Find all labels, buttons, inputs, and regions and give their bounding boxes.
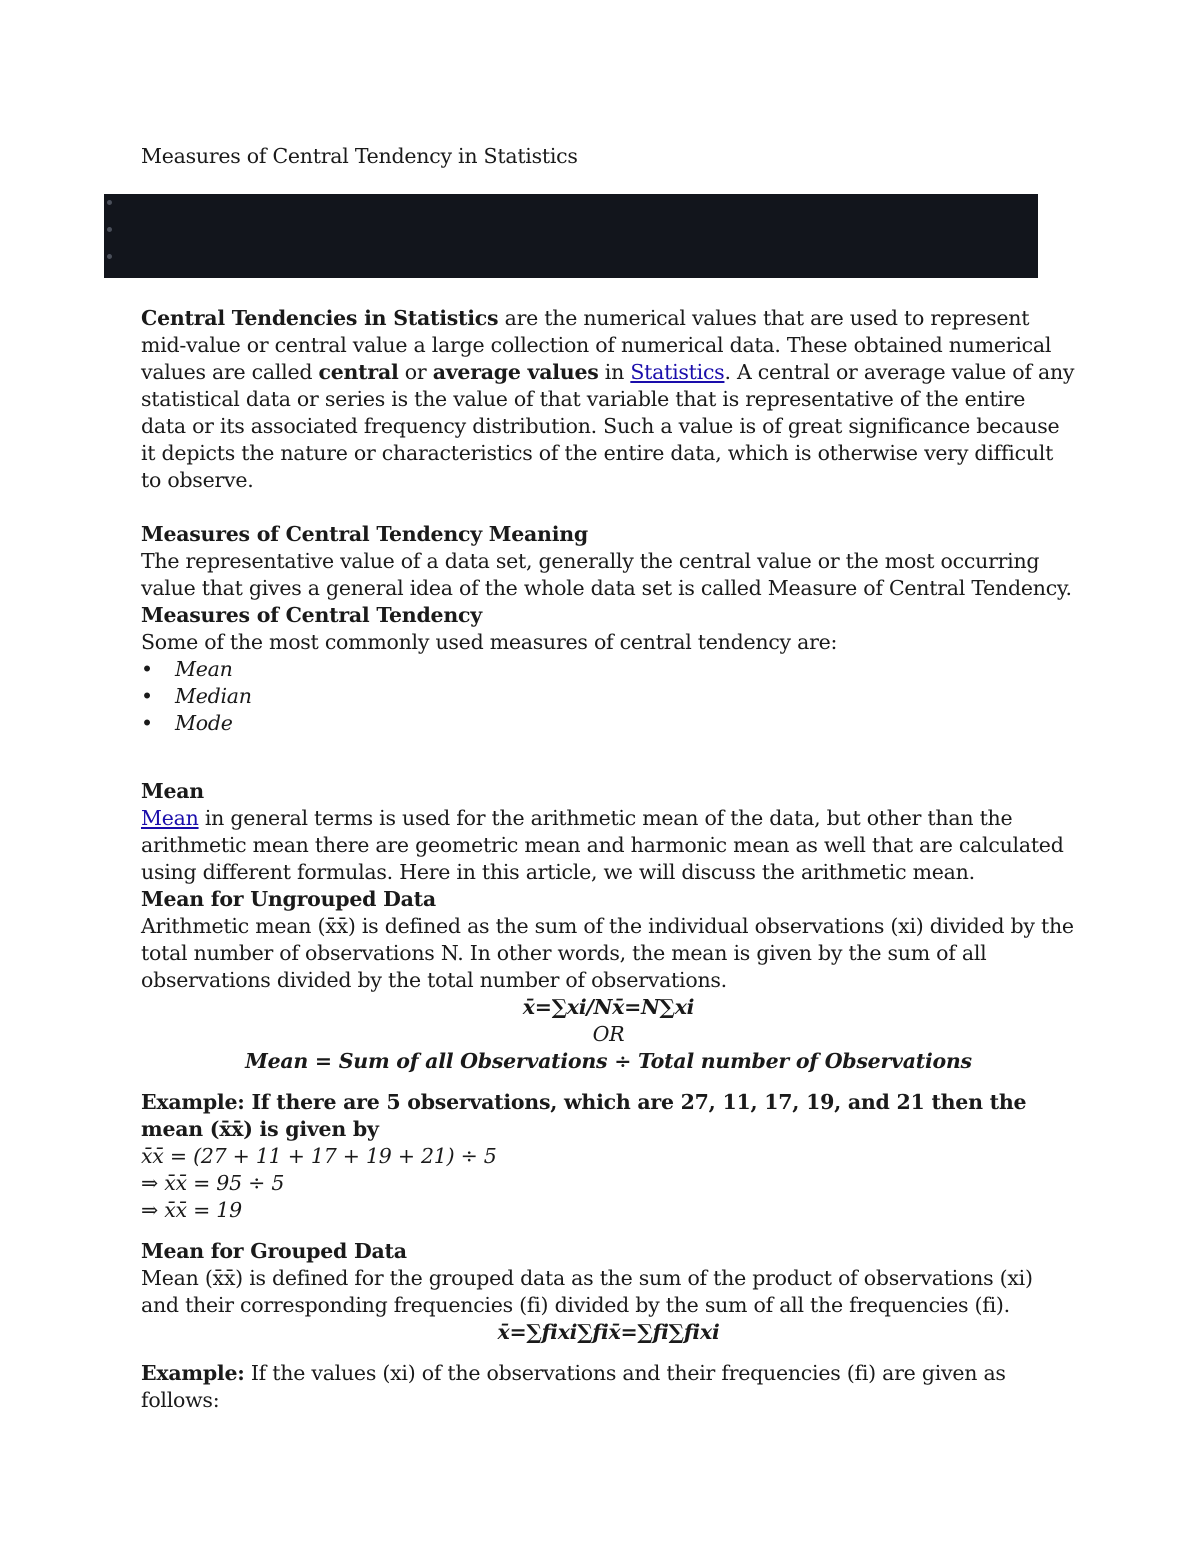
grouped-paragraph: Mean (x̄x̄) is defined for the grouped data as the sum of the product of observations (xi) and their corresponding frequencies (fi) divided by the sum of all the frequencies (fi).	[141, 1266, 1033, 1317]
example2-paragraph	[141, 1360, 1076, 1414]
list-item	[141, 656, 1076, 683]
or-label: OR	[592, 1022, 625, 1046]
measures-list	[141, 656, 1076, 737]
example2-label: Example:	[141, 1361, 245, 1385]
meaning-paragraph: The representative value of a data set, generally the central value or the most occurring value that gives a general idea of the whole data set is called Measure of Central Tendency.	[141, 549, 1072, 600]
list-item	[141, 683, 1076, 710]
intro-text: are the numerical values that are used to represent mid-value or central value a large collection of numerical data. These obtained numerical values are called	[141, 306, 1052, 384]
example2-text: If the values (xi) of the observations and their frequencies (fi) are given as follows:	[141, 1361, 1006, 1412]
document-title: Measures of Central Tendency in Statistics	[141, 144, 578, 168]
example1-line: x̄x̄ = (27 + 11 + 17 + 19 + 21) ÷ 5	[141, 1144, 497, 1168]
measures-heading: Measures of Central Tendency	[141, 603, 482, 627]
mean-paragraph	[141, 805, 1076, 886]
dark-banner	[104, 194, 1038, 278]
banner-dot	[107, 200, 112, 205]
mean-text: in general terms is used for the arithmetic mean of the data, but other than the arithmetic mean there are geometric mean and harmonic mean as well that are calculated using different formulas. Here in this article, we will discuss the arithmetic mean.	[141, 806, 1064, 884]
mean-heading: Mean	[141, 779, 204, 803]
measures-paragraph: Some of the most commonly used measures of central tendency are:	[141, 630, 838, 654]
bullet-icon: •	[141, 684, 153, 708]
list-item-label: Median	[175, 684, 252, 708]
intro-paragraph	[141, 305, 1076, 494]
grouped-formula: x̄=∑fixi∑fix̄=∑fi∑fixi	[497, 1320, 720, 1344]
document-body	[141, 305, 1076, 1414]
statistics-link[interactable]: Statistics	[630, 360, 725, 384]
example1-line: ⇒ x̄x̄ = 19	[141, 1198, 242, 1222]
ungrouped-formula: x̄=∑xi/Nx̄=N∑xi	[522, 995, 695, 1019]
list-item-label: Mode	[175, 711, 233, 735]
bullet-icon: •	[141, 711, 153, 735]
intro-text: . A central or average value of any statistical data or series is the value of that variable that is representative of the entire data or its associated frequency distribution. Such a value is of great significance because it depicts the nature or characteristics of the entire data, which is otherwise very difficult to observe.	[141, 360, 1075, 492]
bullet-icon: •	[141, 657, 153, 681]
ungrouped-heading: Mean for Ungrouped Data	[141, 887, 436, 911]
intro-bold-lead: Central Tendencies in Statistics	[141, 306, 499, 330]
grouped-heading: Mean for Grouped Data	[141, 1239, 407, 1263]
intro-bold-average: average values	[432, 360, 599, 384]
list-item	[141, 710, 1076, 737]
ungrouped-paragraph: Arithmetic mean (x̄x̄) is defined as the sum of the individual observations (xi) divided by the total number of observations N. In other words, the mean is given by the sum of all observations divided by the total number of observations.	[141, 914, 1074, 992]
mean-word-formula: Mean = Sum of all Observations ÷ Total number of Observations	[245, 1049, 972, 1073]
banner-dot	[107, 254, 112, 259]
banner-dot	[107, 227, 112, 232]
intro-bold-central: central	[318, 360, 399, 384]
list-item-label: Mean	[175, 657, 233, 681]
intro-text: in	[598, 360, 631, 384]
example1-line: ⇒ x̄x̄ = 95 ÷ 5	[141, 1171, 285, 1195]
example1-heading: Example: If there are 5 observations, which are 27, 11, 17, 19, and 21 then the mean (x̄x̄) is given by	[141, 1090, 1027, 1141]
intro-text: or	[398, 360, 433, 384]
meaning-heading: Measures of Central Tendency Meaning	[141, 522, 588, 546]
mean-link[interactable]: Mean	[141, 806, 199, 830]
